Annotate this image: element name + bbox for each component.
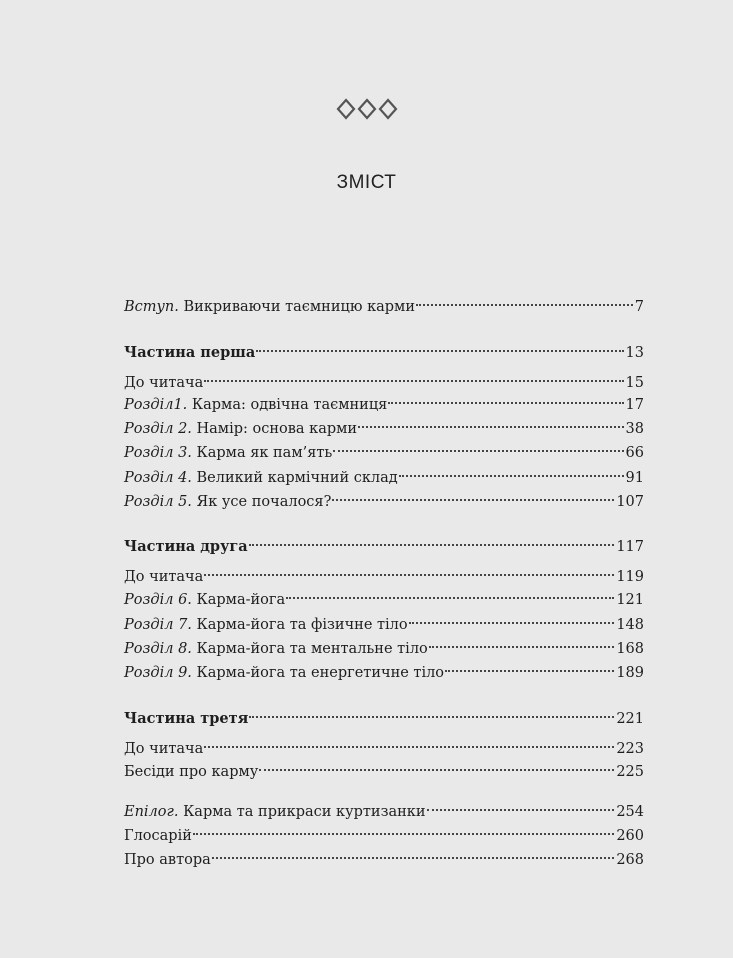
three-diamonds-ornament-icon <box>0 96 733 122</box>
dot-leader <box>204 365 623 387</box>
dot-leader <box>416 289 633 311</box>
toc-page-number: 121 <box>616 592 644 608</box>
toc-entry-text: Частина друга <box>124 538 248 555</box>
dot-leader <box>249 529 615 551</box>
toc-entry-text: До читача <box>124 375 204 391</box>
toc-entry-prefix: Розділ 6. <box>124 592 192 608</box>
toc-entry-prefix: Розділ1. <box>124 397 188 413</box>
toc-entry-prefix: Вступ. <box>124 299 179 315</box>
toc-entry-label <box>124 849 212 871</box>
dot-leader <box>249 701 614 723</box>
toc-page-number: 7 <box>634 299 644 315</box>
toc-entry-text: Карма-йога <box>191 592 286 608</box>
dot-leader <box>409 607 615 629</box>
toc-entry-chapter-2[interactable] <box>124 411 644 437</box>
toc-page-number: 15 <box>625 375 644 391</box>
toc-entry-label <box>124 342 256 364</box>
diamond-ornament-svg <box>336 96 398 122</box>
toc-entry-glossary[interactable] <box>124 818 644 844</box>
toc-entry-label <box>124 536 249 558</box>
toc-entry-chapter-4[interactable] <box>124 460 644 486</box>
toc-page-number: 168 <box>616 641 644 657</box>
toc-page-number: 189 <box>616 665 644 681</box>
toc-entry-text: Як усе почалося? <box>191 494 332 510</box>
toc-entry-text: Карма як пам’ять <box>191 445 333 461</box>
toc-entry-conversations[interactable] <box>124 754 644 780</box>
toc-entry-part-one[interactable] <box>124 335 644 361</box>
toc-entry-text: Викриваючи таємницю карми <box>178 299 416 315</box>
dot-leader <box>286 582 614 604</box>
dot-leader <box>204 731 614 753</box>
toc-entry-prefix: Розділ 7. <box>124 617 192 633</box>
toc-page-number: 66 <box>625 445 644 461</box>
toc-entry-prefix: Розділ 4. <box>124 470 192 486</box>
toc-entry-epilogue[interactable] <box>124 794 644 820</box>
toc-entry-about-author[interactable] <box>124 842 644 868</box>
toc-entry-label <box>124 761 259 783</box>
toc-entry-chapter-9[interactable] <box>124 655 644 681</box>
toc-entry-text: Глосарій <box>124 828 192 844</box>
toc-page-number: 117 <box>616 539 644 555</box>
toc-entry-chapter-8[interactable] <box>124 631 644 657</box>
toc-entry-part-two[interactable] <box>124 529 644 555</box>
dot-leader <box>429 631 615 653</box>
dot-leader <box>358 411 623 433</box>
toc-page-number: 13 <box>625 345 644 361</box>
toc-entry-to-reader-2[interactable] <box>124 559 644 585</box>
toc-entry-text: Карма-йога та ментальне тіло <box>191 641 428 657</box>
toc-entry-intro[interactable] <box>124 289 644 315</box>
dot-leader <box>427 794 615 816</box>
toc-page-number: 17 <box>625 397 644 413</box>
toc-page-number: 107 <box>616 494 644 510</box>
page-title: ЗМІСТ <box>336 172 397 193</box>
toc-page-number: 221 <box>616 711 644 727</box>
dot-leader <box>399 460 624 482</box>
dot-leader <box>259 754 614 776</box>
toc-entry-text: До читача <box>124 569 204 585</box>
dot-leader <box>332 484 614 506</box>
toc-entry-chapter-7[interactable] <box>124 607 644 633</box>
toc-entry-text: Частина перша <box>124 344 256 361</box>
dot-leader <box>333 435 623 457</box>
toc-entry-text: Про автора <box>124 852 211 868</box>
toc-entry-text: Карма та прикраси куртизанки <box>178 804 426 820</box>
dot-leader <box>445 655 614 677</box>
toc-entry-label <box>124 491 332 513</box>
toc-page-number: 38 <box>625 421 644 437</box>
toc-entry-part-three[interactable] <box>124 701 644 727</box>
toc-entry-to-reader-3[interactable] <box>124 731 644 757</box>
toc-entry-label <box>124 662 445 684</box>
toc-page-number: 260 <box>616 828 644 844</box>
dot-leader <box>388 387 623 409</box>
toc-entry-chapter-1[interactable] <box>124 387 644 413</box>
toc-entry-prefix: Розділ 2. <box>124 421 192 437</box>
toc-entry-text: Частина третя <box>124 710 249 727</box>
toc-entry-text: Намір: основа карми <box>191 421 358 437</box>
toc-entry-text: Великий кармічний склад <box>191 470 398 486</box>
toc-entry-label <box>124 296 416 318</box>
diamond-shape-1 <box>338 100 354 118</box>
toc-entry-text: Бесіди про карму <box>124 764 259 780</box>
toc-page-number: 223 <box>616 741 644 757</box>
toc-entry-chapter-6[interactable] <box>124 582 644 608</box>
diamond-shape-2 <box>359 100 375 118</box>
toc-page-number: 119 <box>616 569 644 585</box>
dot-leader <box>256 335 623 357</box>
dot-leader <box>193 818 614 840</box>
toc-entry-chapter-5[interactable] <box>124 484 644 510</box>
toc-page-number: 268 <box>616 852 644 868</box>
diamond-shape-3 <box>380 100 396 118</box>
toc-entry-to-reader-1[interactable] <box>124 365 644 391</box>
toc-entry-text: Карма-йога та фізичне тіло <box>191 617 408 633</box>
dot-leader <box>204 559 614 581</box>
toc-page-number: 148 <box>616 617 644 633</box>
toc-page-number: 91 <box>625 470 644 486</box>
toc-entry-label <box>124 708 249 730</box>
toc-entry-text: Карма: одвічна таємниця <box>187 397 388 413</box>
toc-page-number: 225 <box>616 764 644 780</box>
toc-entry-prefix: Розділ 8. <box>124 641 192 657</box>
toc-entry-prefix: Епілог. <box>124 804 179 820</box>
toc-entry-prefix: Розділ 9. <box>124 665 192 681</box>
toc-entry-text: До читача <box>124 741 204 757</box>
dot-leader <box>212 842 615 864</box>
toc-entry-prefix: Розділ 3. <box>124 445 192 461</box>
toc-page-number: 254 <box>616 804 644 820</box>
toc-entry-text: Карма-йога та енергетичне тіло <box>191 665 445 681</box>
toc-entry-chapter-3[interactable] <box>124 435 644 461</box>
toc-entry-prefix: Розділ 5. <box>124 494 192 510</box>
